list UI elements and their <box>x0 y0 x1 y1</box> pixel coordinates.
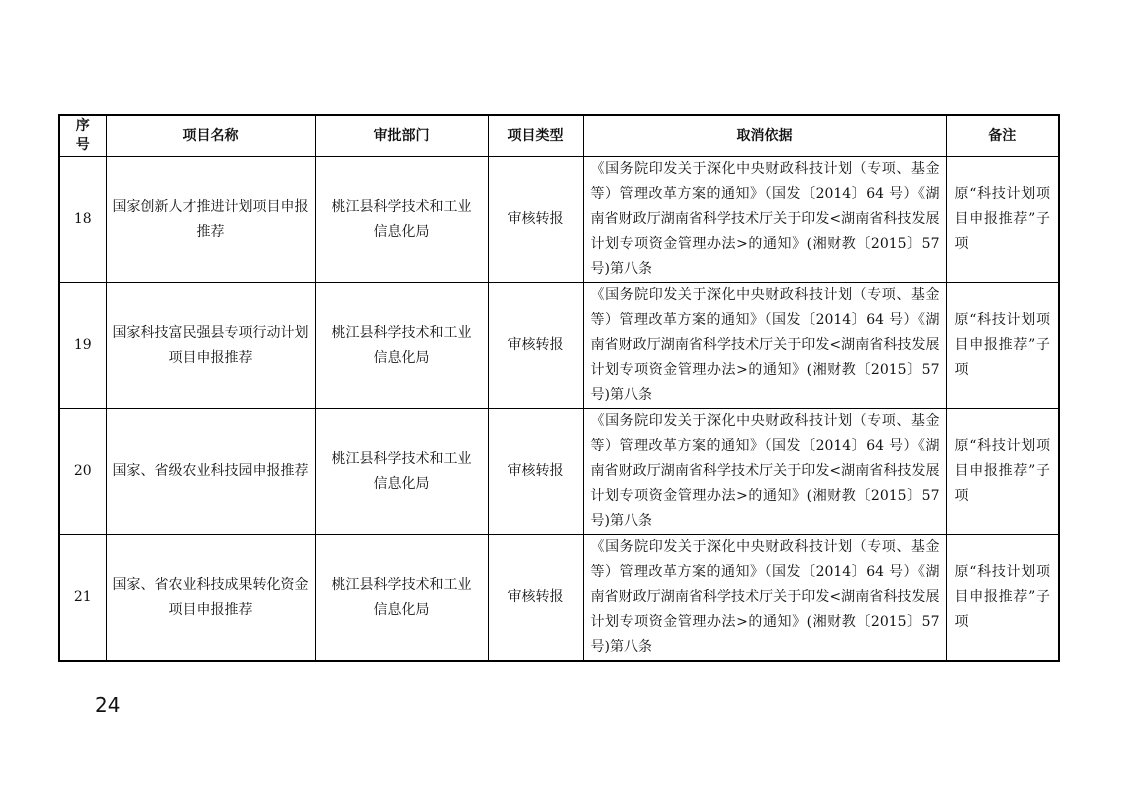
table-header-row <box>59 115 1059 157</box>
cell-dept: 桃江县科学技术和工业信息化局 <box>315 283 488 409</box>
table-row <box>59 283 1059 409</box>
cell-type: 审核转报 <box>488 157 583 283</box>
cell-type: 审核转报 <box>488 535 583 662</box>
cell-note: 原“科技计划项目申报推荐”子项 <box>946 157 1059 283</box>
cell-name: 国家、省农业科技成果转化资金项目申报推荐 <box>106 535 315 662</box>
cell-basis: 《国务院印发关于深化中央财政科技计划（专项、基金等）管理改革方案的通知》（国发〔2014〕64 号）《湖南省财政厅湖南省科学技术厅关于印发<湖南省科技发展计划专项资金管理办法>的通知》(湘财教〔2015〕57 号)第八条 <box>583 409 946 535</box>
cell-seq: 21 <box>59 535 106 662</box>
cell-note: 原“科技计划项目申报推荐”子项 <box>946 283 1059 409</box>
table-row <box>59 157 1059 283</box>
cell-type: 审核转报 <box>488 283 583 409</box>
cell-basis: 《国务院印发关于深化中央财政科技计划（专项、基金等）管理改革方案的通知》（国发〔2014〕64 号）《湖南省财政厅湖南省科学技术厅关于印发<湖南省科技发展计划专项资金管理办法>的通知》(湘财教〔2015〕57 号)第八条 <box>583 283 946 409</box>
cell-basis: 《国务院印发关于深化中央财政科技计划（专项、基金等）管理改革方案的通知》（国发〔2014〕64 号）《湖南省财政厅湖南省科学技术厅关于印发<湖南省科技发展计划专项资金管理办法>的通知》(湘财教〔2015〕57 号)第八条 <box>583 535 946 662</box>
table-row <box>59 535 1059 662</box>
cell-seq: 19 <box>59 283 106 409</box>
cell-seq: 20 <box>59 409 106 535</box>
items-table <box>58 114 1060 662</box>
table-row <box>59 409 1059 535</box>
cell-type: 审核转报 <box>488 409 583 535</box>
header-note: 备注 <box>946 115 1059 157</box>
cell-name: 国家、省级农业科技园申报推荐 <box>106 409 315 535</box>
cell-note: 原“科技计划项目申报推荐”子项 <box>946 535 1059 662</box>
cell-name: 国家科技富民强县专项行动计划项目申报推荐 <box>106 283 315 409</box>
cell-name: 国家创新人才推进计划项目申报推荐 <box>106 157 315 283</box>
cell-dept: 桃江县科学技术和工业信息化局 <box>315 409 488 535</box>
header-seq <box>59 115 106 157</box>
cell-dept: 桃江县科学技术和工业信息化局 <box>315 535 488 662</box>
cell-note: 原“科技计划项目申报推荐”子项 <box>946 409 1059 535</box>
cell-seq: 18 <box>59 157 106 283</box>
cell-dept: 桃江县科学技术和工业信息化局 <box>315 157 488 283</box>
page-number: 24 <box>95 693 121 717</box>
cell-basis: 《国务院印发关于深化中央财政科技计划（专项、基金等）管理改革方案的通知》（国发〔2014〕64 号）《湖南省财政厅湖南省科学技术厅关于印发<湖南省科技发展计划专项资金管理办法>的通知》(湘财教〔2015〕57 号)第八条 <box>583 157 946 283</box>
header-seq-line1: 序 <box>75 118 90 134</box>
header-seq-line2: 号 <box>75 137 90 153</box>
header-type: 项目类型 <box>488 115 583 157</box>
header-basis: 取消依据 <box>583 115 946 157</box>
header-dept: 审批部门 <box>315 115 488 157</box>
header-name: 项目名称 <box>106 115 315 157</box>
